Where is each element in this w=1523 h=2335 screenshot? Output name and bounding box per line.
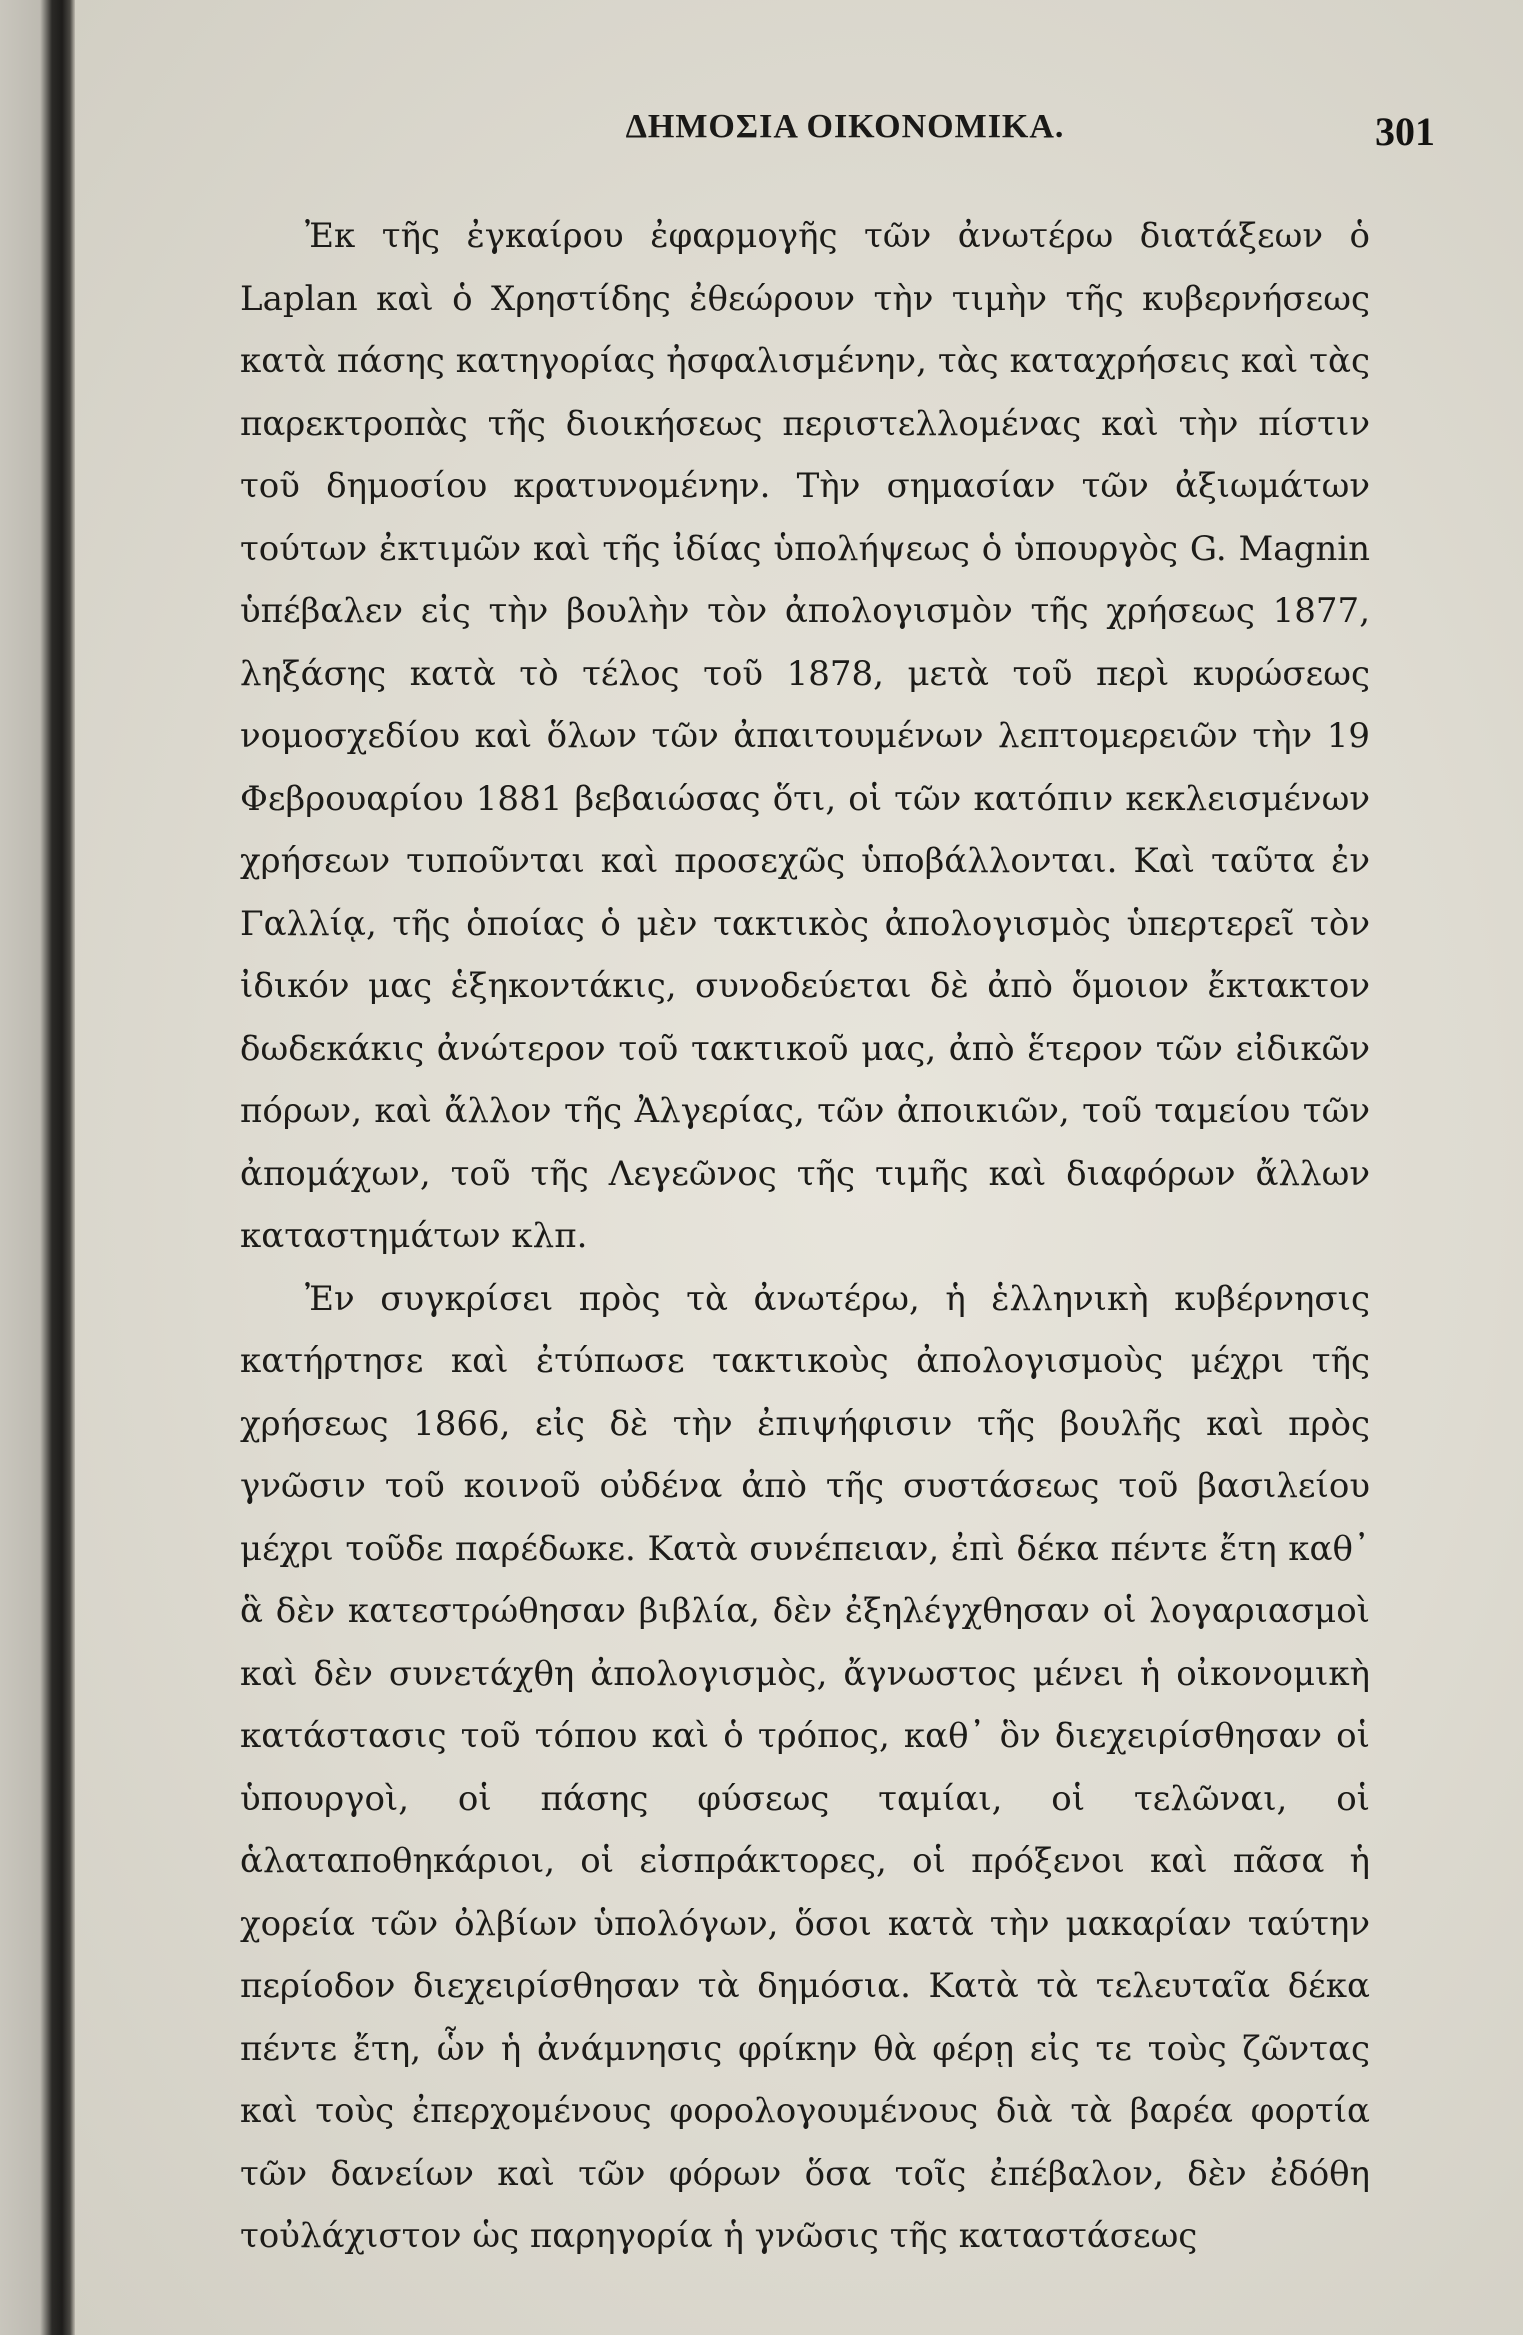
book-binding-shadow bbox=[0, 0, 75, 2335]
page-header bbox=[255, 108, 1435, 158]
paragraph-2: Ἐν συγκρίσει πρὸς τὰ ἀνωτέρω, ἡ ἑλληνικὴ κυβέρνησις κατήρτησε καὶ ἐτύπωσε τακτικοὺς ἀπολογισμοὺς μέχρι τῆς χρήσεως 1866, εἰς δὲ τὴν ἐπιψήφισιν τῆς βουλῆς καὶ πρὸς γνῶσιν τοῦ κοινοῦ οὐδένα ἀπὸ τῆς συστάσεως τοῦ βασιλείου μέχρι τοῦδε παρέδωκε. Κατὰ συνέπειαν, ἐπὶ δέκα πέντε ἔτη καθ᾽ ἃ δὲν κατεστρώθησαν βιβλία, δὲν ἐξηλέγχθησαν οἱ λογαριασμοὶ καὶ δὲν συνετάχθη ἀπολογισμὸς, ἄγνωστος μένει ἡ οἰκονομικὴ κατάστασις τοῦ τόπου καὶ ὁ τρόπος, καθ᾽ ὃν διεχειρίσθησαν οἱ ὑπουργοὶ, οἱ πάσης φύσεως ταμίαι, οἱ τελῶναι, οἱ ἁλαταποθηκάριοι, οἱ εἰσπράκτορες, οἱ πρόξενοι καὶ πᾶσα ἡ χορεία τῶν ὀλβίων ὑπολόγων, ὅσοι κατὰ τὴν μακαρίαν ταύτην περίοδον διεχειρίσθησαν τὰ δημόσια. Κατὰ τὰ τελευταῖα δέκα πέντε ἔτη, ὧν ἡ ἀνάμνησις φρίκην θὰ φέρῃ εἰς τε τοὺς ζῶντας καὶ τοὺς ἐπερχομένους φορολογουμένους διὰ τὰ βαρέα φορτία τῶν δανείων καὶ τῶν φόρων ὅσα τοῖς ἐπέβαλον, δὲν ἐδόθη τοὐλάχιστον ὡς παρηγορία ἡ γνῶσις τῆς καταστάσεως bbox=[240, 1278, 1370, 2256]
running-title: ΔΗΜΟΣΙΑ ΟΙΚΟΝΟΜΙΚΑ. bbox=[625, 108, 1065, 145]
body-text bbox=[240, 205, 1370, 2268]
paragraph-1: Ἐκ τῆς ἐγκαίρου ἐφαρμογῆς τῶν ἀνωτέρω διατάξεων ὁ Laplan καὶ ὁ Χρηστίδης ἐθεώρουν τὴν τιμὴν τῆς κυβερνήσεως κατὰ πάσης κατηγορίας ἠσφαλισμένην, τὰς καταχρήσεις καὶ τὰς παρεκτροπὰς τῆς διοικήσεως περιστελλομένας καὶ τὴν πίστιν τοῦ δημοσίου κρατυνομένην. Τὴν σημασίαν τῶν ἀξιωμάτων τούτων ἐκτιμῶν καὶ τῆς ἰδίας ὑπολήψεως ὁ ὑπουργὸς G. Magnin ὑπέβαλεν εἰς τὴν βουλὴν τὸν ἀπολογισμὸν τῆς χρήσεως 1877, ληξάσης κατὰ τὸ τέλος τοῦ 1878, μετὰ τοῦ περὶ κυρώσεως νομοσχεδίου καὶ ὅλων τῶν ἀπαιτουμένων λεπτομερειῶν τὴν 19 Φεβρουαρίου 1881 βεβαιώσας ὅτι, οἱ τῶν κατόπιν κεκλεισμένων χρήσεων τυποῦνται καὶ προσεχῶς ὑποβάλλονται. Καὶ ταῦτα ἐν Γαλλίᾳ, τῆς ὁποίας ὁ μὲν τακτικὸς ἀπολογισμὸς ὑπερτερεῖ τὸν ἰδικόν μας ἑξηκοντάκις, συνοδεύεται δὲ ἀπὸ ὅμοιον ἔκτακτον δωδεκάκις ἀνώτερον τοῦ τακτικοῦ μας, ἀπὸ ἕτερον τῶν εἰδικῶν πόρων, καὶ ἄλλον τῆς Ἀλγερίας, τῶν ἀποικιῶν, τοῦ ταμείου τῶν ἀπομάχων, τοῦ τῆς Λεγεῶνος τῆς τιμῆς καὶ διαφόρων ἄλλων καταστημάτων κλπ. bbox=[240, 216, 1370, 1256]
page-number: 301 bbox=[1375, 109, 1435, 154]
